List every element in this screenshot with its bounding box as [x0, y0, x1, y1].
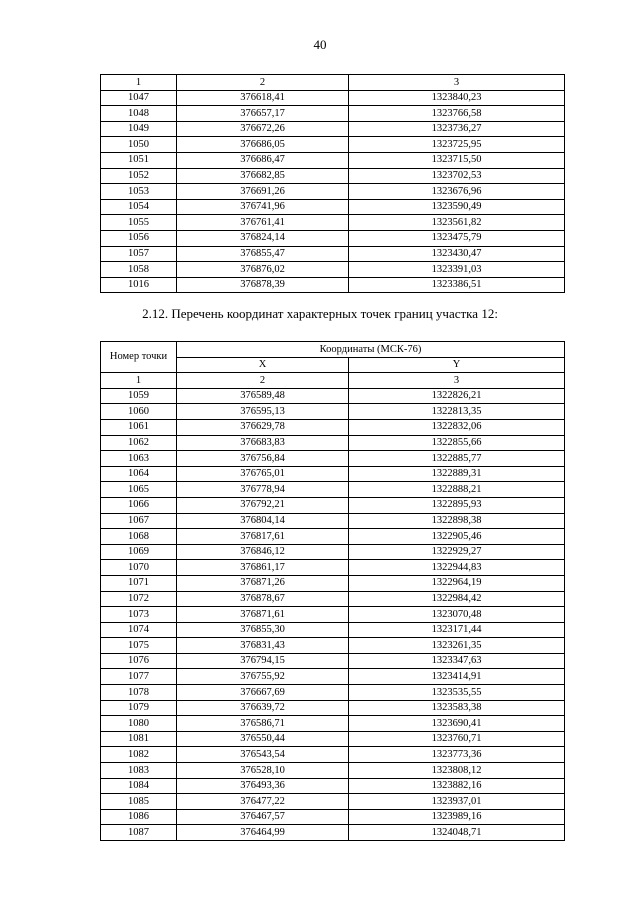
table-row: [101, 653, 565, 669]
table-row: [101, 544, 565, 560]
x-coordinate-cell: 376878,67: [177, 591, 349, 607]
y-coordinate-cell: 1323989,16: [349, 809, 565, 825]
x-coordinate-cell: 376792,21: [177, 497, 349, 513]
table-row: [101, 638, 565, 654]
point-number-cell: 1084: [101, 778, 177, 794]
point-number-header: Номер точки: [101, 342, 177, 373]
table-row: [101, 591, 565, 607]
x-column-header: X: [177, 357, 349, 373]
y-coordinate-cell: 1323882,16: [349, 778, 565, 794]
point-number-cell: 1072: [101, 591, 177, 607]
y-coordinate-cell: 1323676,96: [349, 184, 565, 200]
y-column-header: Y: [349, 357, 565, 373]
table-row: [101, 230, 565, 246]
point-number-cell: 1079: [101, 700, 177, 716]
table-row: [101, 435, 565, 451]
x-coordinate-cell: 376550,44: [177, 731, 349, 747]
point-number-cell: 1052: [101, 168, 177, 184]
y-coordinate-cell: 1323430,47: [349, 246, 565, 262]
x-coordinate-cell: 376741,96: [177, 199, 349, 215]
point-number-cell: 1047: [101, 90, 177, 106]
point-number-cell: 1063: [101, 451, 177, 467]
table-row: [101, 763, 565, 779]
table-row: [101, 716, 565, 732]
point-number-cell: 1048: [101, 106, 177, 122]
table-row: [101, 607, 565, 623]
point-number-cell: 1078: [101, 685, 177, 701]
point-number-cell: 1049: [101, 121, 177, 137]
table-row: [101, 137, 565, 153]
table-header-row: [101, 342, 565, 358]
table-row: [101, 622, 565, 638]
table-row: [101, 246, 565, 262]
table-row: [101, 809, 565, 825]
x-coordinate-cell: 376639,72: [177, 700, 349, 716]
table-row: [101, 152, 565, 168]
table-header-row: [101, 75, 565, 91]
x-coordinate-cell: 376543,54: [177, 747, 349, 763]
y-coordinate-cell: 1322898,38: [349, 513, 565, 529]
table-row: [101, 451, 565, 467]
point-number-cell: 1058: [101, 262, 177, 278]
table-row: [101, 215, 565, 231]
point-number-cell: 1076: [101, 653, 177, 669]
point-number-cell: 1083: [101, 763, 177, 779]
point-number-cell: 1069: [101, 544, 177, 560]
table-body: [101, 90, 565, 293]
point-number-cell: 1074: [101, 622, 177, 638]
x-coordinate-cell: 376855,30: [177, 622, 349, 638]
y-coordinate-cell: 1323386,51: [349, 277, 565, 293]
point-number-cell: 1071: [101, 575, 177, 591]
x-coordinate-cell: 376755,92: [177, 669, 349, 685]
point-number-cell: 1060: [101, 404, 177, 420]
x-coordinate-cell: 376667,69: [177, 685, 349, 701]
y-coordinate-cell: 1322885,77: [349, 451, 565, 467]
y-coordinate-cell: 1323391,03: [349, 262, 565, 278]
table-row: [101, 825, 565, 841]
x-coordinate-cell: 376686,05: [177, 137, 349, 153]
point-number-cell: 1051: [101, 152, 177, 168]
y-coordinate-cell: 1323715,50: [349, 152, 565, 168]
y-coordinate-cell: 1323766,58: [349, 106, 565, 122]
y-coordinate-cell: 1323690,41: [349, 716, 565, 732]
y-coordinate-cell: 1323070,48: [349, 607, 565, 623]
x-coordinate-cell: 376756,84: [177, 451, 349, 467]
x-coordinate-cell: 376589,48: [177, 388, 349, 404]
y-coordinate-cell: 1324048,71: [349, 825, 565, 841]
y-coordinate-cell: 1322889,31: [349, 466, 565, 482]
column-number-3: 3: [349, 373, 565, 389]
y-coordinate-cell: 1323736,27: [349, 121, 565, 137]
y-coordinate-cell: 1323261,35: [349, 638, 565, 654]
y-coordinate-cell: 1323171,44: [349, 622, 565, 638]
section-heading: 2.12. Перечень координат характерных точек границ участка 12:: [142, 306, 498, 321]
x-coordinate-cell: 376595,13: [177, 404, 349, 420]
y-coordinate-cell: 1323840,23: [349, 90, 565, 106]
point-number-cell: 1077: [101, 669, 177, 685]
point-number-cell: 1087: [101, 825, 177, 841]
y-coordinate-cell: 1322944,83: [349, 560, 565, 576]
table-row: [101, 184, 565, 200]
x-coordinate-cell: 376831,43: [177, 638, 349, 654]
x-coordinate-cell: 376683,83: [177, 435, 349, 451]
point-number-cell: 1066: [101, 497, 177, 513]
y-coordinate-cell: 1323702,53: [349, 168, 565, 184]
table-body: [101, 388, 565, 840]
table-row: [101, 121, 565, 137]
table-row: [101, 277, 565, 293]
point-number-cell: 1080: [101, 716, 177, 732]
point-number-cell: 1054: [101, 199, 177, 215]
table-row: [101, 466, 565, 482]
point-number-cell: 1065: [101, 482, 177, 498]
page-number: 40: [313, 37, 327, 52]
x-coordinate-cell: 376493,36: [177, 778, 349, 794]
x-coordinate-cell: 376629,78: [177, 419, 349, 435]
x-coordinate-cell: 376477,22: [177, 794, 349, 810]
x-coordinate-cell: 376778,94: [177, 482, 349, 498]
x-coordinate-cell: 376794,15: [177, 653, 349, 669]
y-coordinate-cell: 1323347,63: [349, 653, 565, 669]
y-coordinate-cell: 1323725,95: [349, 137, 565, 153]
x-coordinate-cell: 376618,41: [177, 90, 349, 106]
x-coordinate-cell: 376686,47: [177, 152, 349, 168]
y-coordinate-cell: 1322905,46: [349, 529, 565, 545]
y-coordinate-cell: 1323937,01: [349, 794, 565, 810]
table-row: [101, 778, 565, 794]
point-number-cell: 1081: [101, 731, 177, 747]
y-coordinate-cell: 1323475,79: [349, 230, 565, 246]
x-coordinate-cell: 376586,71: [177, 716, 349, 732]
table-row: [101, 90, 565, 106]
table-row: [101, 388, 565, 404]
point-number-cell: 1068: [101, 529, 177, 545]
x-coordinate-cell: 376871,61: [177, 607, 349, 623]
x-coordinate-cell: 376467,57: [177, 809, 349, 825]
point-number-cell: 1059: [101, 388, 177, 404]
table-row: [101, 731, 565, 747]
y-coordinate-cell: 1322984,42: [349, 591, 565, 607]
point-number-cell: 1070: [101, 560, 177, 576]
column-number-2: 2: [177, 373, 349, 389]
y-coordinate-cell: 1323583,38: [349, 700, 565, 716]
column-number-2: 2: [177, 75, 349, 91]
point-number-cell: 1016: [101, 277, 177, 293]
y-coordinate-cell: 1323535,55: [349, 685, 565, 701]
y-coordinate-cell: 1322964,19: [349, 575, 565, 591]
table-row: [101, 497, 565, 513]
x-coordinate-cell: 376878,39: [177, 277, 349, 293]
x-coordinate-cell: 376464,99: [177, 825, 349, 841]
point-number-cell: 1086: [101, 809, 177, 825]
y-coordinate-cell: 1322888,21: [349, 482, 565, 498]
table-row: [101, 794, 565, 810]
y-coordinate-cell: 1322895,93: [349, 497, 565, 513]
point-number-cell: 1064: [101, 466, 177, 482]
point-number-cell: 1085: [101, 794, 177, 810]
y-coordinate-cell: 1323590,49: [349, 199, 565, 215]
y-coordinate-cell: 1323414,91: [349, 669, 565, 685]
coordinates-group-header: Координаты (МСК-76): [177, 342, 565, 358]
x-coordinate-cell: 376861,17: [177, 560, 349, 576]
y-coordinate-cell: 1322929,27: [349, 544, 565, 560]
x-coordinate-cell: 376761,41: [177, 215, 349, 231]
y-coordinate-cell: 1322832,06: [349, 419, 565, 435]
x-coordinate-cell: 376804,14: [177, 513, 349, 529]
point-number-cell: 1053: [101, 184, 177, 200]
table-row: [101, 747, 565, 763]
point-number-cell: 1057: [101, 246, 177, 262]
point-number-cell: 1062: [101, 435, 177, 451]
x-coordinate-cell: 376691,26: [177, 184, 349, 200]
y-coordinate-cell: 1322826,21: [349, 388, 565, 404]
coordinates-table-continued: [100, 74, 565, 293]
x-coordinate-cell: 376855,47: [177, 246, 349, 262]
y-coordinate-cell: 1322813,35: [349, 404, 565, 420]
x-coordinate-cell: 376682,85: [177, 168, 349, 184]
x-coordinate-cell: 376846,12: [177, 544, 349, 560]
column-number-3: 3: [349, 75, 565, 91]
y-coordinate-cell: 1322855,66: [349, 435, 565, 451]
point-number-cell: 1073: [101, 607, 177, 623]
x-coordinate-cell: 376824,14: [177, 230, 349, 246]
point-number-cell: 1082: [101, 747, 177, 763]
x-coordinate-cell: 376817,61: [177, 529, 349, 545]
table-row: [101, 404, 565, 420]
point-number-cell: 1067: [101, 513, 177, 529]
table-row: [101, 575, 565, 591]
column-number-1: 1: [101, 373, 177, 389]
x-coordinate-cell: 376765,01: [177, 466, 349, 482]
table-header-row: [101, 373, 565, 389]
point-number-cell: 1075: [101, 638, 177, 654]
table-row: [101, 685, 565, 701]
table-row: [101, 560, 565, 576]
y-coordinate-cell: 1323760,71: [349, 731, 565, 747]
point-number-cell: 1055: [101, 215, 177, 231]
y-coordinate-cell: 1323773,36: [349, 747, 565, 763]
point-number-cell: 1056: [101, 230, 177, 246]
table-row: [101, 700, 565, 716]
y-coordinate-cell: 1323808,12: [349, 763, 565, 779]
table-row: [101, 669, 565, 685]
x-coordinate-cell: 376871,26: [177, 575, 349, 591]
point-number-cell: 1061: [101, 419, 177, 435]
table-row: [101, 482, 565, 498]
point-number-cell: 1050: [101, 137, 177, 153]
table-row: [101, 106, 565, 122]
table-row: [101, 419, 565, 435]
coordinates-table-plot-12: [100, 341, 565, 841]
table-row: [101, 199, 565, 215]
x-coordinate-cell: 376672,26: [177, 121, 349, 137]
x-coordinate-cell: 376876,02: [177, 262, 349, 278]
x-coordinate-cell: 376528,10: [177, 763, 349, 779]
table-row: [101, 529, 565, 545]
table-row: [101, 168, 565, 184]
table-row: [101, 513, 565, 529]
column-number-1: 1: [101, 75, 177, 91]
table-row: [101, 262, 565, 278]
x-coordinate-cell: 376657,17: [177, 106, 349, 122]
y-coordinate-cell: 1323561,82: [349, 215, 565, 231]
